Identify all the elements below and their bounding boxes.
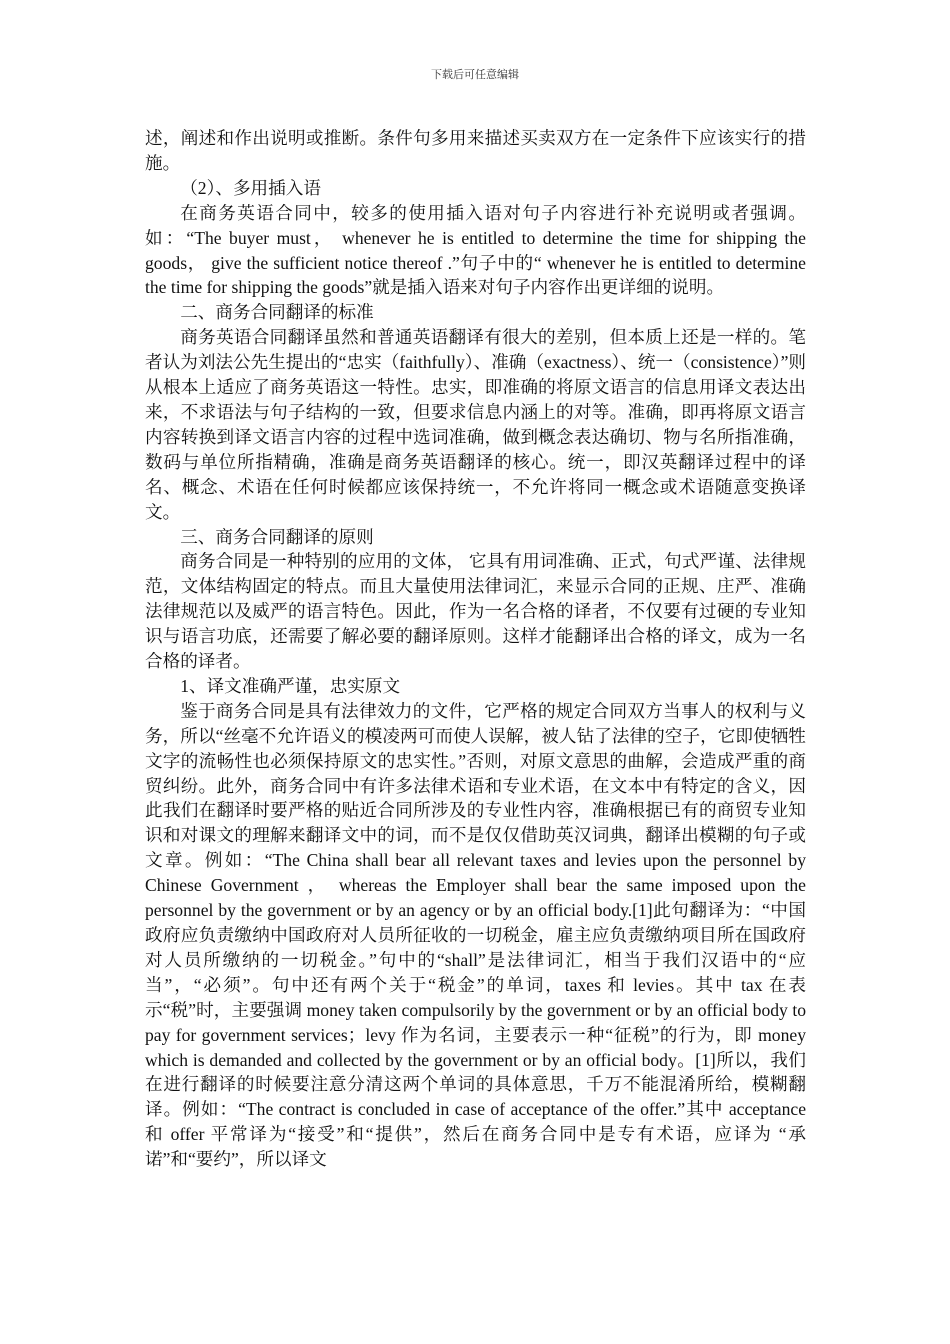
paragraph: 鉴于商务合同是具有法律效力的文件，它严格的规定合同双方当事人的权利与义务，所以“丝毫不允许语义的模凌两可而使人误解，被人钻了法律的空子，它即使牺牲文字的流畅性也必须保持原文的忠实性。”否则，对原文意思的曲解，会造成严重的商贸纠纷。此外，商务合同中有许多法律术语和专业术语，在文本中有特定的含义，因此我们在翻译时要严格的贴近合同所涉及的专业性内容，准确根据已有的商贸专业知识和对课文的理解来翻译文中的词，而不是仅仅借助英汉词典，翻译出模糊的句子或文章。例如：“The China shall bear all relevant taxes and levies upon the personnel by Chinese Government ， whereas the Employer shall bear the same imposed upon the personnel by the government or by an agency or by an official body.[1]此句翻译为：“中国政府应负责缴纳中国政府对人员所征收的一切税金，雇主应负责缴纳项目所在国政府对人员所缴纳的一切税金。”句中的“shall”是法律词汇，相当于我们汉语中的“应当”，“必须”。句中还有两个关于“税金”的单词，taxes 和 levies。其中 tax 在表示“税”时，主要强调 money taken compulsorily by the government or by an official body to pay for government services；levy 作为名词，主要表示一种“征税”的行为，即 money which is demanded and collected by the government or by an official body。[1]所以，我们在进行翻译的时候要注意分清这两个单词的具体意思，千万不能混淆所给，模糊翻译。例如：“The contract is concluded in case of acceptance of the offer.”其中 acceptance 和 offer 平常译为“接受”和“提供”，然后在商务合同中是专有术语，应译为 “承诺”和“要约”，所以译文 [145,700,806,1170]
paragraph: 在商务英语合同中，较多的使用插入语对句子内容进行补充说明或者强调。如：“The buyer must， whenever he is entitled to determine the time for shipping the goods， give the sufficient notice thereof .”句子中的“ whenever he is entitled to determine the time for shipping the goods”就是插入语来对句子内容作出更详细的说明。 [145,202,806,298]
section-heading: 三、商务合同翻译的原则 [180,526,374,547]
subheading: 1、译文准确严谨，忠实原文 [180,675,401,696]
paragraph: 述，阐述和作出说明或推断。条件句多用来描述买卖双方在一定条件下应该实行的措施。 [145,128,806,173]
paragraph: 商务合同是一种特别的应用的文体， 它具有用词准确、正式，句式严谨、法律规范，文体结构固定的特点。而且大量使用法律词汇，来显示合同的正规、庄严、准确法律规范以及威严的语言特色。因此，作为一名合格的译者，不仅要有过硬的专业知识与语言功底，还需要了解必要的翻译原则。这样才能翻译出合格的译文，成为一名合格的译者。 [145,551,806,672]
section-heading: 二、商务合同翻译的标准 [180,302,374,323]
subheading: （2）、多用插入语 [180,177,321,198]
page-header: 下载后可任意编辑 [431,68,519,81]
paragraph: 商务英语合同翻译虽然和普通英语翻译有很大的差别，但本质上还是一样的。笔者认为刘法公先生提出的“忠实（faithfully）、准确（exactness）、统一（consistence）”则从根本上适应了商务英语这一特性。忠实，即准确的将原文语言的信息用译文表达出来，不求语法与句子结构的一致，但要求信息内涵上的对等。准确，即再将原文语言内容转换到译文语言内容的过程中选词准确，做到概念表达确切、物与名所指准确，数码与单位所指精确，准确是商务英语翻译的核心。统一，即汉英翻译过程中的译名、概念、术语在任何时候都应该保持统一，不允许将同一概念或术语随意变换译文。 [145,327,806,522]
document-body [145,126,806,1172]
